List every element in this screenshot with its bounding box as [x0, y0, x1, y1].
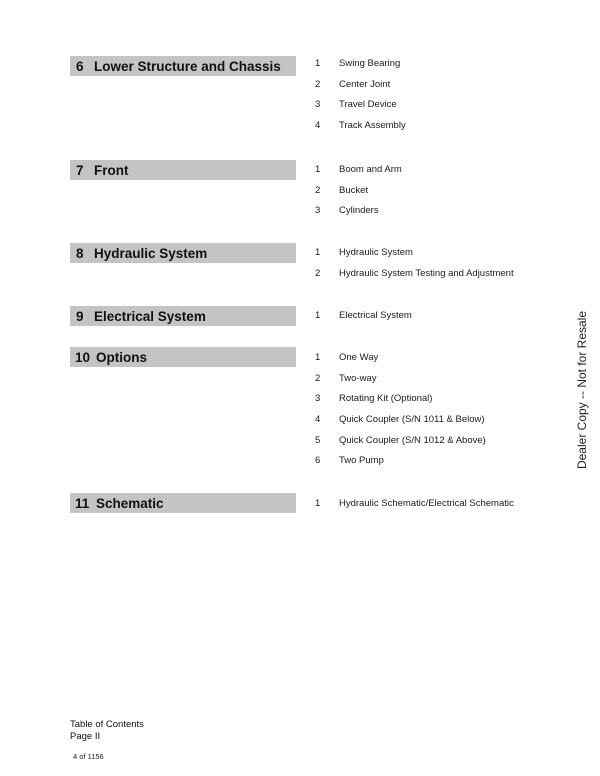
item-number: 3 — [315, 393, 321, 405]
section-title: Options — [96, 349, 147, 365]
item-title: Electrical System — [339, 310, 412, 321]
item-number: 1 — [315, 498, 321, 509]
item-number: 1 — [315, 310, 321, 321]
item-title: Hydraulic System Testing and Adjustment — [339, 267, 514, 279]
section-number: 8 — [76, 245, 84, 261]
section-number: 10 — [75, 349, 91, 365]
footer-page-label: Page II — [70, 731, 101, 742]
item-number: 1 — [315, 164, 321, 175]
item-number: 2 — [315, 78, 321, 90]
section-number: 6 — [76, 58, 84, 74]
page-count: 4 of 1156 — [73, 752, 104, 761]
item-number: 6 — [315, 455, 321, 467]
item-number: 3 — [315, 99, 321, 111]
section-header — [70, 493, 296, 513]
item-title: Boom and Arm — [339, 164, 402, 175]
item-title: Quick Coupler (S/N 1011 & Below) — [339, 414, 485, 426]
item-number: 1 — [315, 247, 321, 258]
item-title: Swing Bearing — [339, 58, 401, 69]
item-number: 1 — [315, 352, 321, 363]
item-number: 4 — [315, 120, 321, 132]
section-header — [70, 306, 296, 326]
section-title: Schematic — [96, 495, 164, 511]
item-title: Hydraulic System — [339, 247, 413, 258]
item-title: Center Joint — [339, 78, 391, 90]
item-title: Track Assembly — [339, 120, 406, 132]
item-number: 1 — [315, 58, 321, 69]
item-number: 2 — [315, 372, 321, 384]
item-title: Cylinders — [339, 205, 379, 217]
item-title: One Way — [339, 352, 379, 363]
page-footer — [70, 719, 144, 743]
item-title: Bucket — [339, 184, 369, 196]
section-header — [70, 243, 296, 263]
item-number: 4 — [315, 414, 321, 426]
dealer-copy-watermark: Dealer Copy -- Not for Resale — [575, 310, 589, 470]
section-number: 11 — [75, 495, 90, 511]
section-title: Electrical System — [94, 308, 206, 324]
section-number: 9 — [76, 308, 84, 324]
section-header — [70, 160, 296, 180]
footer-title: Table of Contents — [70, 719, 144, 730]
item-title: Rotating Kit (Optional) — [339, 393, 433, 405]
section-header — [70, 347, 296, 367]
section-header — [70, 56, 296, 76]
item-number: 2 — [315, 184, 321, 196]
item-title: Two Pump — [339, 455, 384, 467]
section-number: 7 — [76, 162, 84, 178]
item-title: Two-way — [339, 372, 377, 384]
section-title: Front — [94, 162, 129, 178]
item-title: Travel Device — [339, 99, 397, 111]
section-title: Lower Structure and Chassis — [94, 58, 281, 74]
section-title: Hydraulic System — [94, 245, 208, 261]
item-number: 3 — [315, 205, 321, 217]
item-title: Hydraulic Schematic/Electrical Schematic — [339, 498, 514, 509]
item-number: 2 — [315, 267, 321, 279]
item-number: 5 — [315, 434, 321, 446]
item-title: Quick Coupler (S/N 1012 & Above) — [339, 434, 486, 446]
